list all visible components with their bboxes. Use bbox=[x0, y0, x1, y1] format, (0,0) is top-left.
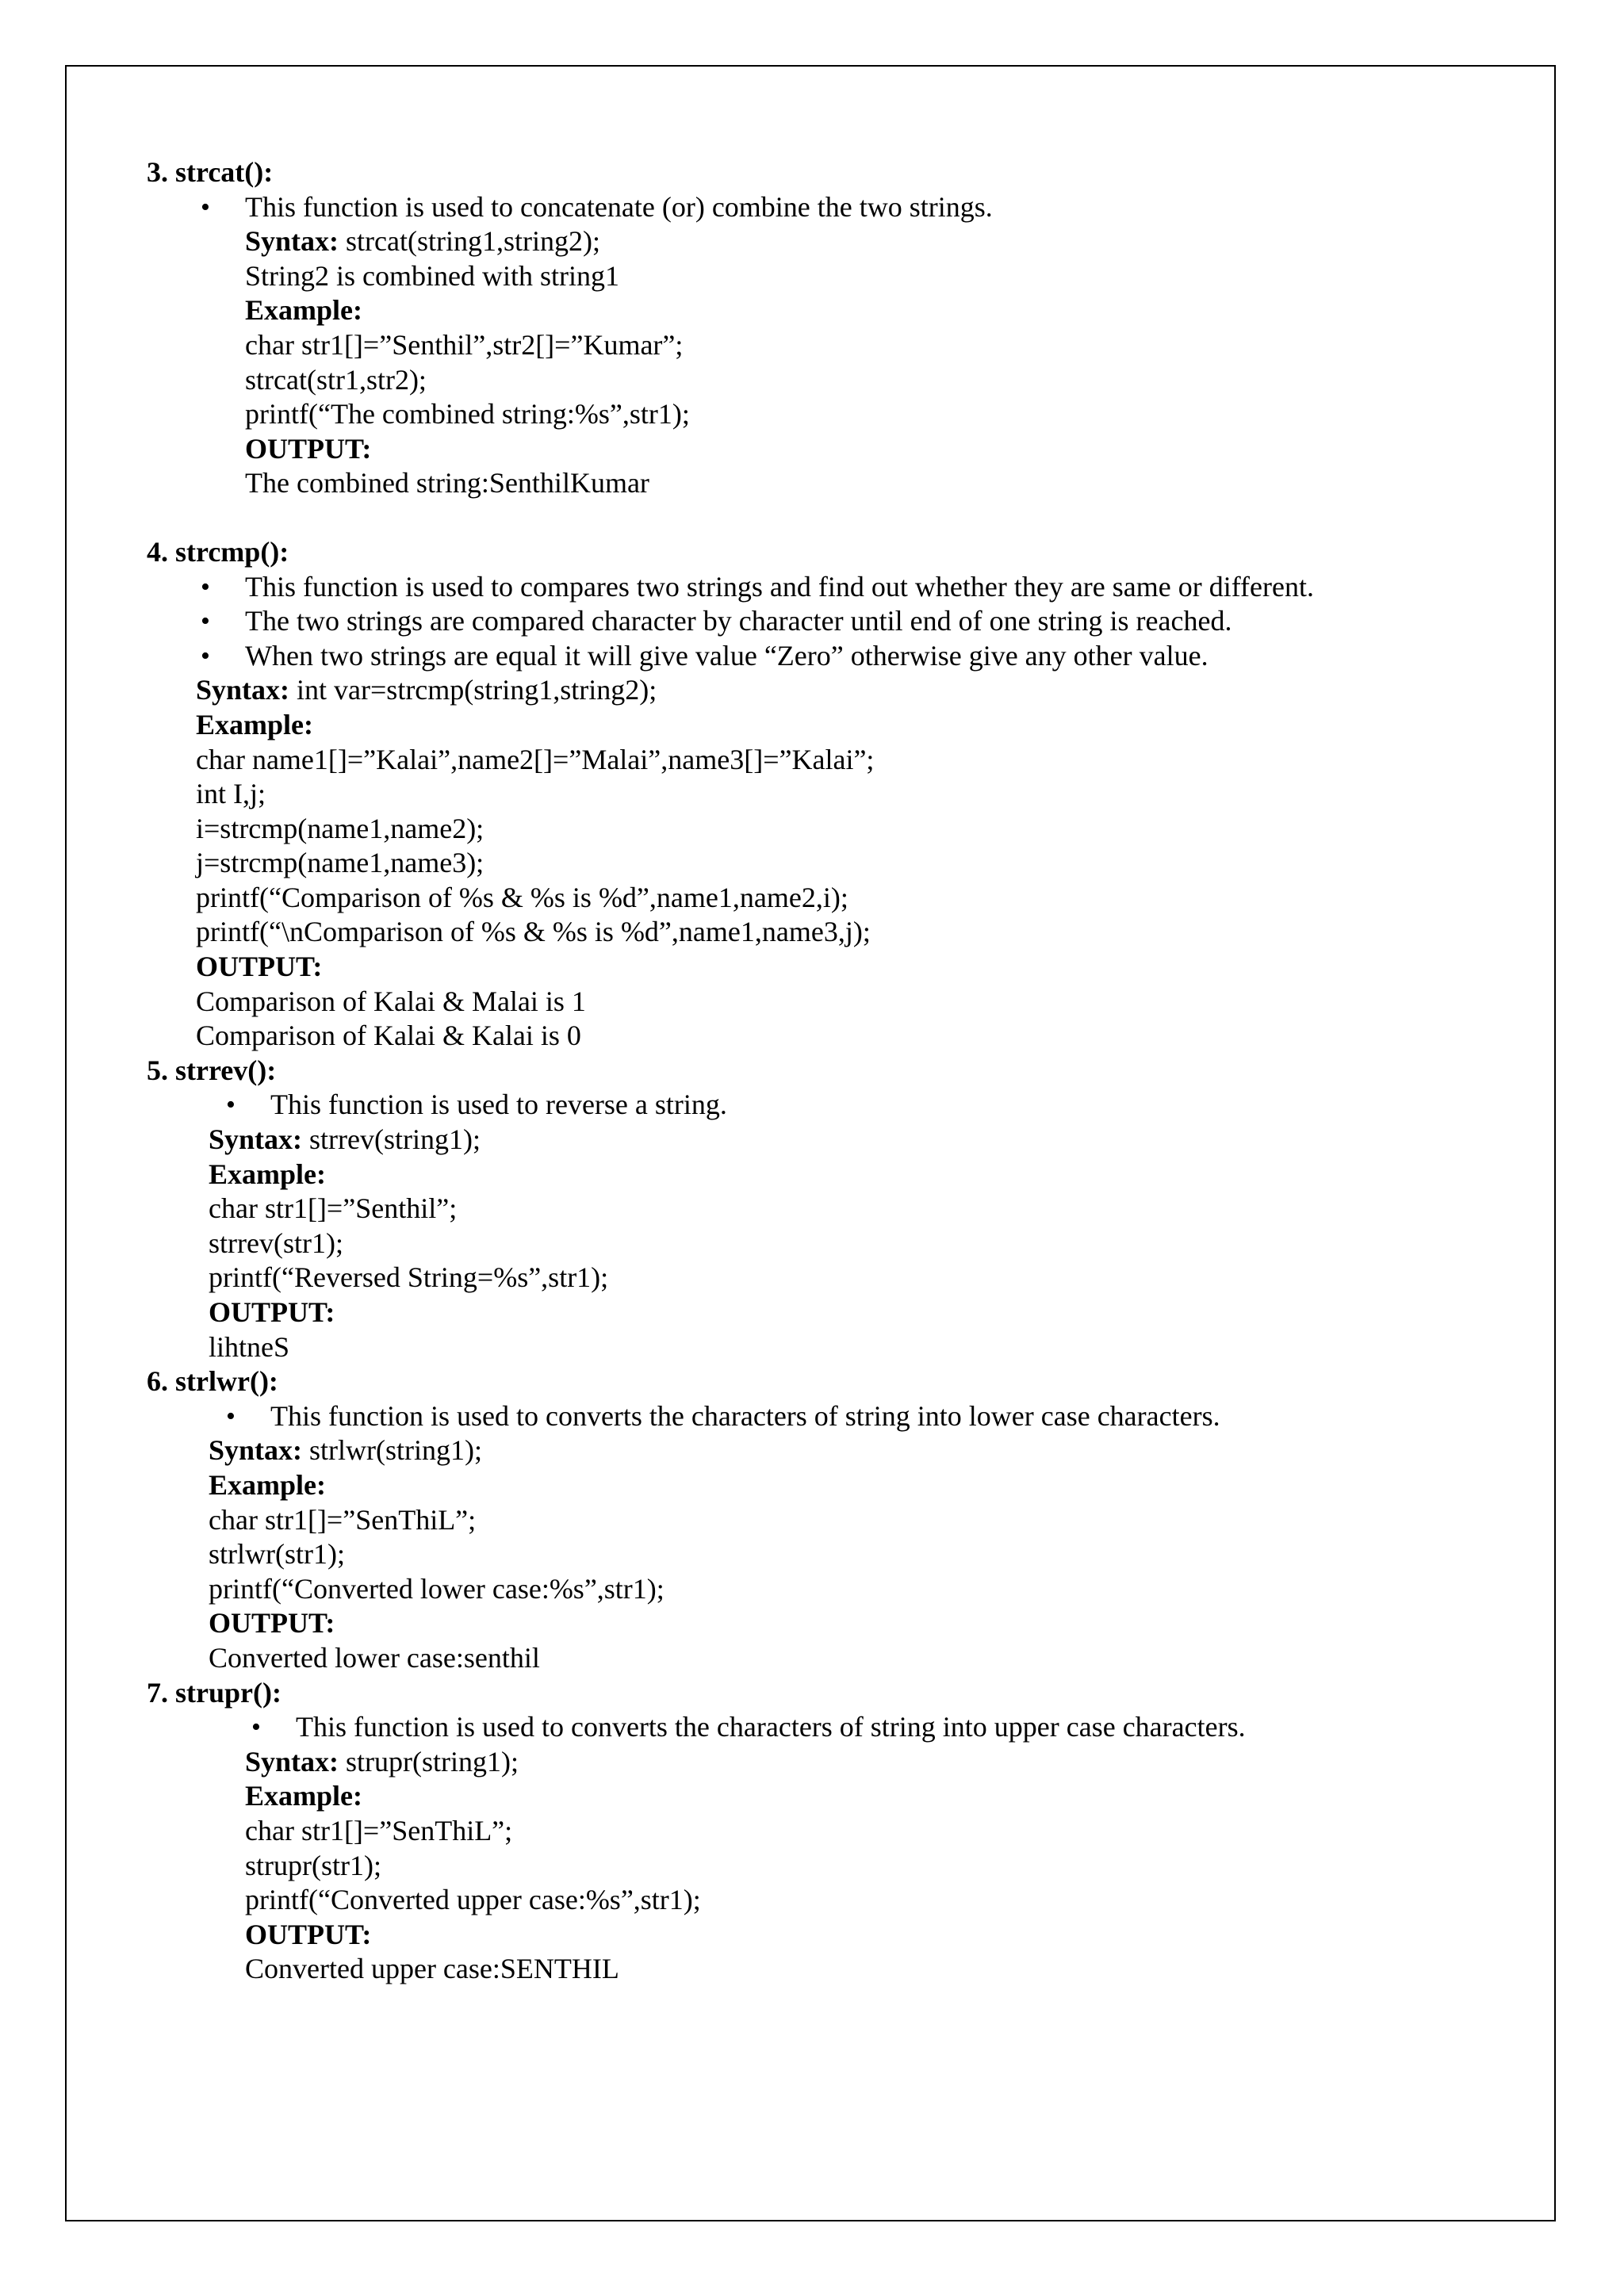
syntax-label: Syntax: bbox=[209, 1123, 303, 1156]
syntax-text: strupr(string1); bbox=[339, 1745, 519, 1777]
code-line: strlwr(str1); bbox=[209, 1538, 345, 1571]
bullet-item: • This function is used to compares two strings and find out whether they are same or different. bbox=[245, 570, 1526, 605]
syntax-text: strlwr(string1); bbox=[302, 1434, 482, 1467]
example-label: Example: bbox=[209, 1468, 326, 1501]
code-line: char str1[]=”Senthil”; bbox=[209, 1192, 458, 1225]
strrev-block bbox=[147, 1123, 1526, 1364]
strupr-block bbox=[147, 1745, 1526, 1987]
strrev-bullets bbox=[147, 1088, 1526, 1123]
code-line: printf(“The combined string:%s”,str1); bbox=[245, 398, 690, 430]
example-label: Example: bbox=[245, 294, 362, 327]
heading-strlwr: 6. strlwr(): bbox=[147, 1365, 278, 1398]
code-line: i=strcmp(name1,name2); bbox=[196, 812, 485, 844]
strcmp-block bbox=[147, 673, 1526, 1054]
code-line: char str1[]=”SenThiL”; bbox=[209, 1503, 477, 1536]
syntax-text: int var=strcmp(string1,string2); bbox=[289, 674, 657, 706]
output-label: OUTPUT: bbox=[209, 1296, 335, 1328]
example-label: Example: bbox=[209, 1158, 326, 1190]
code-line: strrev(str1); bbox=[209, 1226, 343, 1259]
bullet-item: • This function is used to concatenate (or) combine the two strings. bbox=[245, 190, 1526, 225]
code-line: int I,j; bbox=[196, 778, 266, 810]
output-line: Converted upper case:SENTHIL bbox=[245, 1953, 619, 1985]
example-label: Example: bbox=[196, 708, 313, 740]
output-label: OUTPUT: bbox=[196, 951, 323, 983]
bullet-item: • The two strings are compared character by character until end of one string is reached. bbox=[245, 604, 1526, 639]
code-line: char name1[]=”Kalai”,name2[]=”Malai”,name3[]=”Kalai”; bbox=[196, 743, 875, 775]
code-line: char str1[]=”Senthil”,str2[]=”Kumar”; bbox=[245, 328, 684, 361]
code-line: printf(“Reversed String=%s”,str1); bbox=[209, 1261, 609, 1294]
strupr-bullets bbox=[147, 1710, 1526, 1745]
syntax-label: Syntax: bbox=[209, 1434, 303, 1467]
section-strlwr bbox=[147, 1364, 1526, 1675]
section-strrev bbox=[147, 1054, 1526, 1364]
code-line: printf(“Comparison of %s & %s is %d”,name1,name2,i); bbox=[196, 881, 848, 913]
code-line: printf(“\nComparison of %s & %s is %d”,name1,name3,j); bbox=[196, 916, 871, 948]
section-strupr bbox=[147, 1676, 1526, 1987]
output-label: OUTPUT: bbox=[245, 1918, 372, 1950]
bullet-item: • This function is used to reverse a string. bbox=[270, 1088, 1526, 1123]
syntax-label: Syntax: bbox=[245, 1745, 339, 1777]
bullet-item: • When two strings are equal it will give value “Zero” otherwise give any other value. bbox=[245, 639, 1526, 674]
code-line: char str1[]=”SenThiL”; bbox=[245, 1814, 513, 1846]
syntax-text: strrev(string1); bbox=[302, 1123, 481, 1156]
bullet-item: • This function is used to converts the characters of string into lower case characters. bbox=[270, 1399, 1526, 1434]
strlwr-bullets bbox=[147, 1399, 1526, 1434]
code-line: j=strcmp(name1,name3); bbox=[196, 847, 485, 879]
bullet-item: • This function is used to converts the characters of string into upper case characters. bbox=[296, 1710, 1552, 1745]
section-strcat bbox=[147, 155, 1526, 501]
output-label: OUTPUT: bbox=[209, 1607, 335, 1640]
strlwr-block bbox=[147, 1433, 1526, 1675]
example-label: Example: bbox=[245, 1780, 362, 1812]
note-line: String2 is combined with string1 bbox=[245, 259, 619, 292]
document-body bbox=[147, 155, 1526, 1987]
heading-strcat: 3. strcat(): bbox=[147, 156, 274, 188]
code-line: strcat(str1,str2); bbox=[245, 363, 427, 396]
syntax-line bbox=[209, 1123, 1526, 1158]
code-line: printf(“Converted upper case:%s”,str1); bbox=[245, 1884, 701, 1916]
syntax-text: strcat(string1,string2); bbox=[339, 225, 600, 258]
syntax-line bbox=[196, 673, 1526, 708]
syntax-label: Syntax: bbox=[245, 225, 339, 258]
heading-strcmp: 4. strcmp(): bbox=[147, 535, 289, 568]
syntax-label: Syntax: bbox=[196, 674, 290, 706]
code-line: strupr(str1); bbox=[245, 1849, 381, 1881]
spacer bbox=[147, 501, 1526, 535]
strcat-block bbox=[147, 190, 1526, 501]
syntax-line bbox=[245, 224, 1526, 259]
output-line: lihtneS bbox=[209, 1330, 290, 1363]
output-line: Comparison of Kalai & Malai is 1 bbox=[196, 985, 586, 1017]
heading-strupr: 7. strupr(): bbox=[147, 1676, 282, 1709]
strcmp-bullets bbox=[147, 570, 1526, 674]
section-strcmp bbox=[147, 535, 1526, 1054]
code-line: printf(“Converted lower case:%s”,str1); bbox=[209, 1572, 665, 1605]
output-line: The combined string:SenthilKumar bbox=[245, 467, 649, 499]
output-line: Converted lower case:senthil bbox=[209, 1641, 540, 1674]
syntax-line bbox=[245, 1745, 1526, 1780]
heading-strrev: 5. strrev(): bbox=[147, 1054, 277, 1086]
output-label: OUTPUT: bbox=[245, 432, 372, 465]
syntax-line bbox=[209, 1433, 1526, 1468]
output-line: Comparison of Kalai & Kalai is 0 bbox=[196, 1020, 581, 1052]
